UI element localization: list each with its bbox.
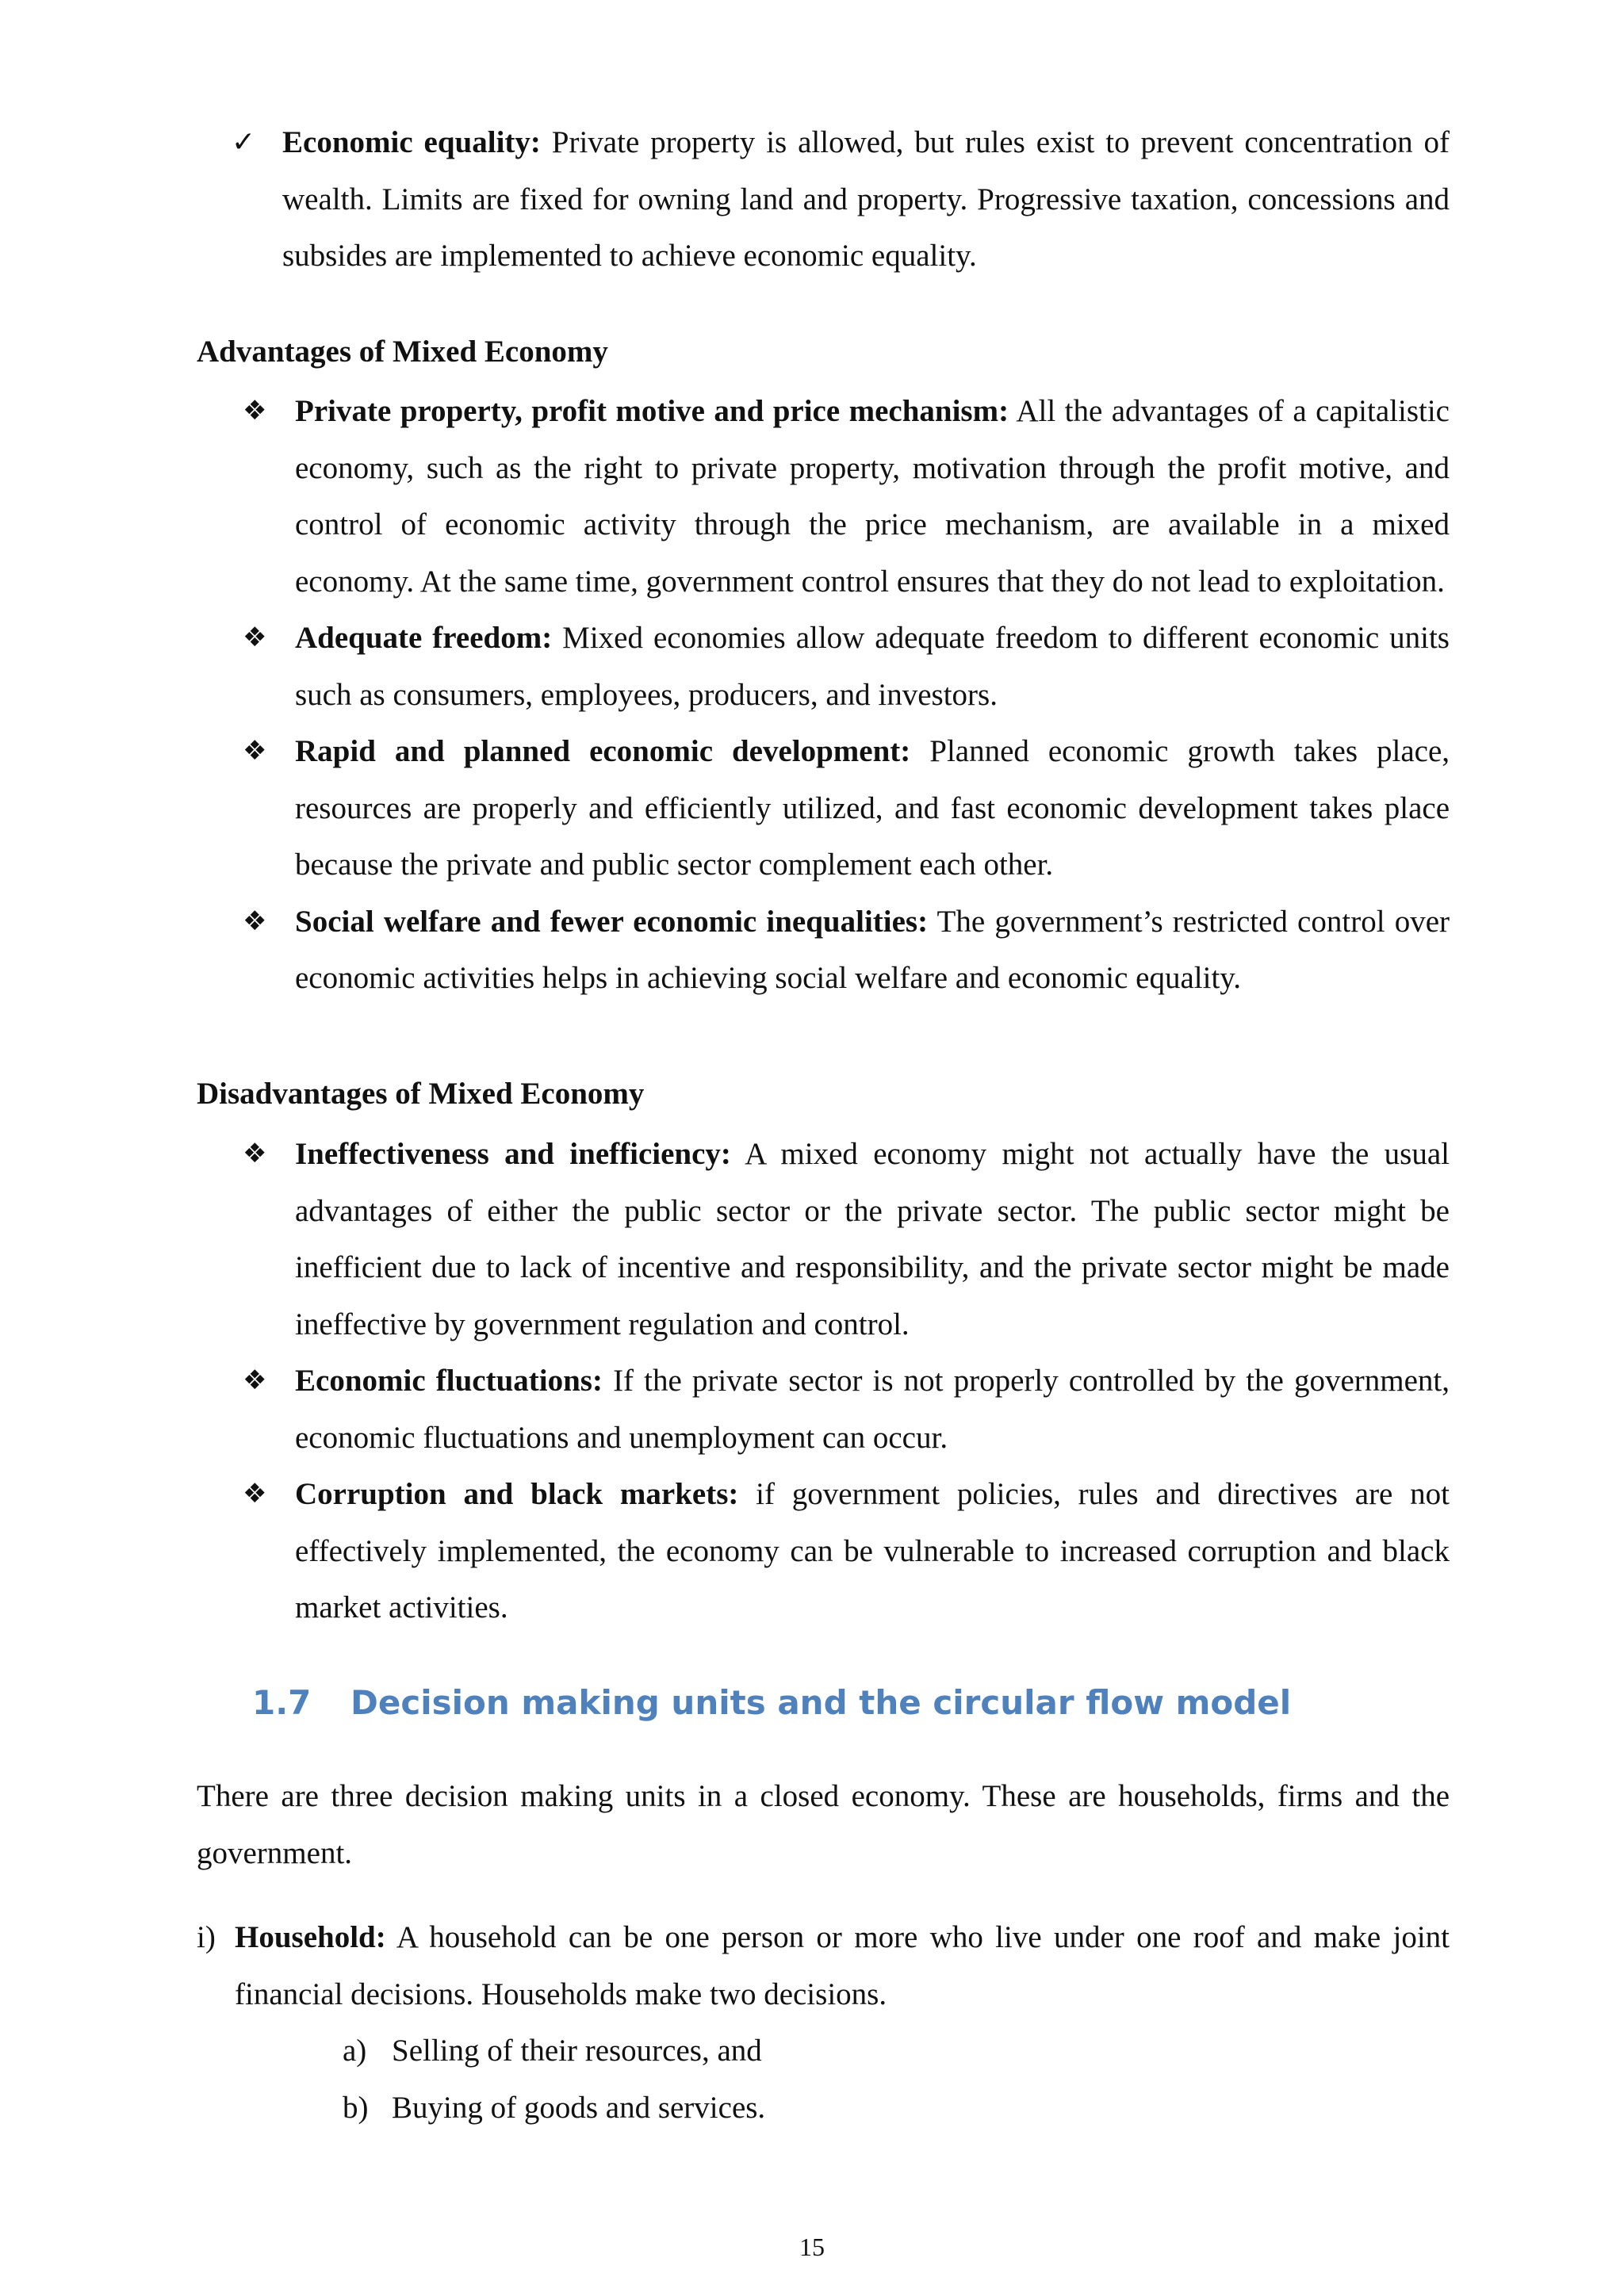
list-item (243, 1126, 1450, 1353)
household-text: A household can be one person or more who live under one roof and make joint financial decisions. Households make two decisions. (235, 1920, 1450, 2011)
household-item (197, 1909, 1450, 2022)
diamond-bullet-icon: ❖ (243, 622, 267, 653)
check-item-text: Private property is allowed, but rules exist to prevent concentration of wealth. Limits are fixed for owning land and property. Progressive taxation, concessions and subsides are implemented to achieve economic equality. (282, 125, 1450, 273)
intro-paragraph: There are three decision making units in a closed economy. These are households, firms and the government. (197, 1779, 1450, 1870)
sub-item-marker: b) (343, 2090, 369, 2125)
household-sub-list (343, 2022, 1373, 2136)
list-item (243, 1466, 1450, 1636)
section-title: Decision making units and the circular flow model (350, 1683, 1292, 1722)
diamond-bullet-icon: ❖ (243, 735, 267, 767)
list-item-term: Rapid and planned economic development: (295, 734, 911, 768)
list-item-text: A mixed economy might not actually have the usual advantages of either the public sector or the private sector. The public sector might be inefficient due to lack of incentive and responsibility, and the private sector might be made ineffective by government regulation and control. (295, 1137, 1450, 1341)
roman-marker: i) (197, 1920, 216, 1954)
list-item-text: If the private sector is not properly controlled by the government, economic fluctuations and unemployment can occur. (295, 1364, 1450, 1455)
check-item-body (282, 114, 1450, 285)
section-heading (252, 1679, 1291, 1727)
advantages-list (243, 383, 1450, 1007)
list-item (243, 1353, 1450, 1466)
list-item (243, 383, 1450, 610)
diamond-bullet-icon: ❖ (243, 1138, 267, 1169)
list-item-term: Private property, profit motive and price mechanism: (295, 394, 1009, 428)
disadvantages-heading: Disadvantages of Mixed Economy (197, 1077, 645, 1111)
list-item (243, 894, 1450, 1007)
check-item-term: Economic equality: (282, 125, 541, 159)
sub-item-marker: a) (343, 2034, 367, 2068)
list-item (343, 2080, 1373, 2137)
list-item (343, 2022, 1373, 2080)
list-item-term: Ineffectiveness and inefficiency: (295, 1137, 731, 1171)
diamond-bullet-icon: ❖ (243, 1478, 267, 1510)
diamond-bullet-icon: ❖ (243, 905, 267, 937)
list-item-term: Corruption and black markets: (295, 1477, 739, 1511)
page-number: 15 (799, 2233, 825, 2261)
disadvantages-list (243, 1126, 1450, 1636)
advantages-heading: Advantages of Mixed Economy (197, 335, 608, 369)
list-item-text: All the advantages of a capitalistic economy, such as the right to private property, motivation through the profit motive, and control of economic activity through the price mechanism, are available in a mixed economy. At the same time, government control ensures that they do not lead to exploitation. (295, 394, 1450, 599)
check-item-economic-equality (232, 114, 1450, 285)
list-item-term: Social welfare and fewer economic inequalities: (295, 904, 929, 939)
sub-item-text: Selling of their resources, and (392, 2034, 762, 2068)
list-item (243, 610, 1450, 723)
list-item-term: Economic fluctuations: (295, 1364, 603, 1398)
section-number: 1.7 (252, 1683, 312, 1722)
list-item-term: Adequate freedom: (295, 621, 553, 655)
list-item (243, 723, 1450, 894)
diamond-bullet-icon: ❖ (243, 395, 267, 427)
list-item-text: Mixed economies allow adequate freedom to different economic units such as consumers, employees, producers, and investors. (295, 621, 1450, 712)
checkmark-icon: ✓ (232, 126, 256, 159)
list-item-text: Planned economic growth takes place, resources are properly and efficiently utilized, and fast economic development takes place because the private and public sector complement each other. (295, 734, 1450, 882)
sub-item-text: Buying of goods and services. (392, 2090, 766, 2125)
diamond-bullet-icon: ❖ (243, 1364, 267, 1396)
list-item-text: if government policies, rules and directives are not effectively implemented, the economy can be vulnerable to increased corruption and black market activities. (295, 1477, 1450, 1624)
list-item-text: The government’s restricted control over economic activities helps in achieving social welfare and economic equality. (295, 904, 1450, 995)
household-term: Household: (235, 1920, 386, 1954)
